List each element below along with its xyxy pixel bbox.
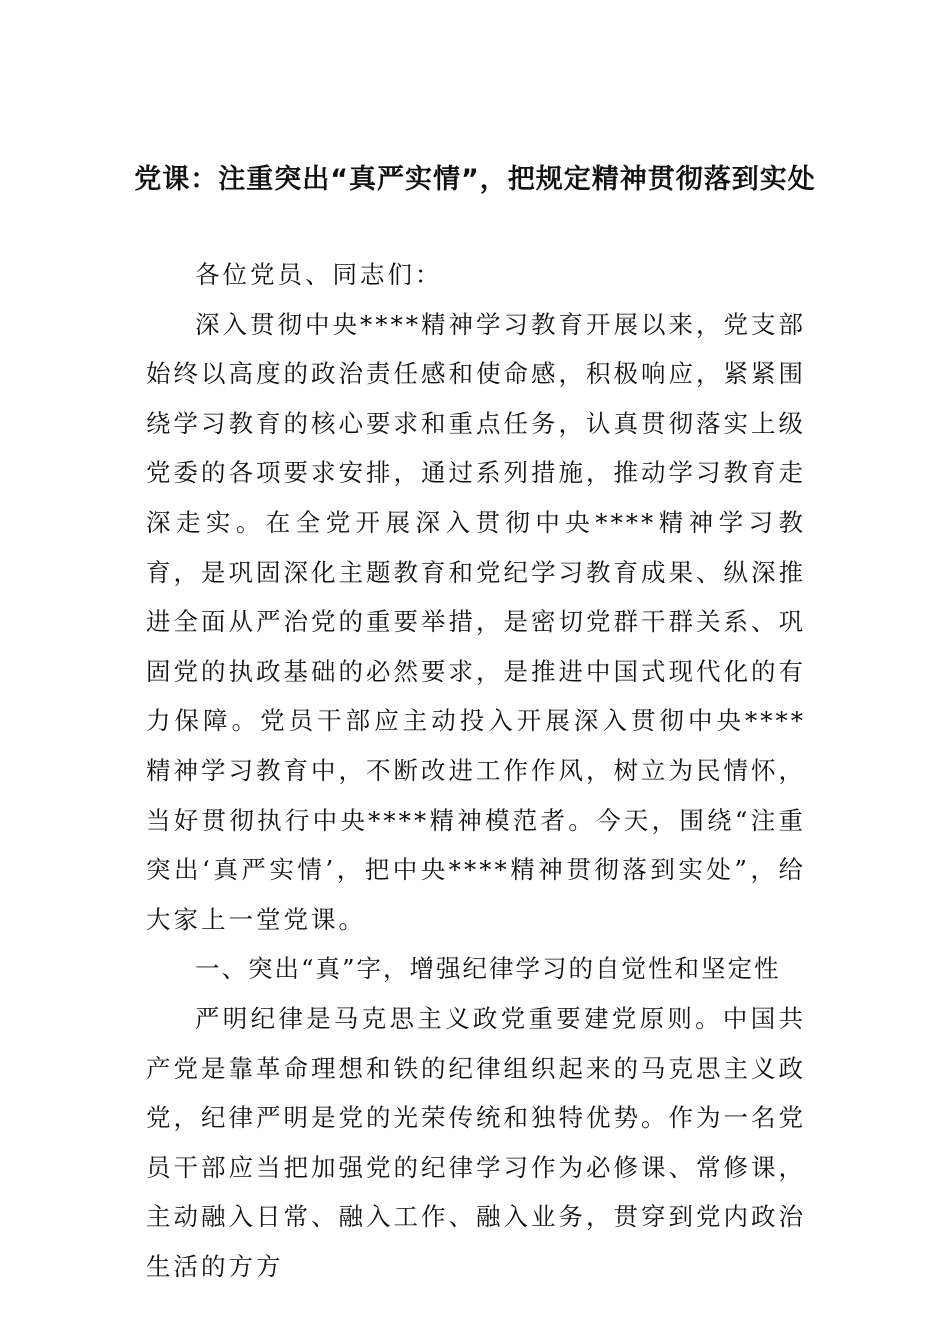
document-body <box>146 250 806 1291</box>
document-title: 党课：注重突出“真严实情”，把规定精神贯彻落到实处 <box>134 164 816 195</box>
section-paragraph: 严明纪律是马克思主义政党重要建党原则。中国共产党是靠革命理想和铁的纪律组织起来的马克思主义政党，纪律严明是党的光荣传统和独特优势。作为一名党员干部应当把加强党的纪律学习作为必修课、常修课，主动融入日常、融入工作、融入业务，贯穿到党内政治生活的方方 <box>146 1003 806 1281</box>
salutation: 各位党员、同志们： <box>195 260 443 289</box>
intro-paragraph: 深入贯彻中央****精神学习教育开展以来，党支部始终以高度的政治责任感和使命感，积极响应，紧紧围绕学习教育的核心要求和重点任务，认真贯彻落实上级党委的各项要求安排，通过系列措施，推动学习教育走深走实。在全党开展深入贯彻中央****精神学习教育，是巩固深化主题教育和党纪学习教育成果、纵深推进全面从严治党的重要举措，是密切党群干群关系、巩固党的执政基础的必然要求，是推进中国式现代化的有力保障。党员干部应主动投入开展深入贯彻中央****精神学习教育中，不断改进工作作风，树立为民情怀，当好贯彻执行中央****精神模范者。今天，围绕“注重突出‘真严实情’，把中央****精神贯彻落到实处”，给大家上一堂党课。 <box>146 309 806 934</box>
section-heading: 一、突出“真”字，增强纪律学习的自觉性和坚定性 <box>195 954 781 984</box>
